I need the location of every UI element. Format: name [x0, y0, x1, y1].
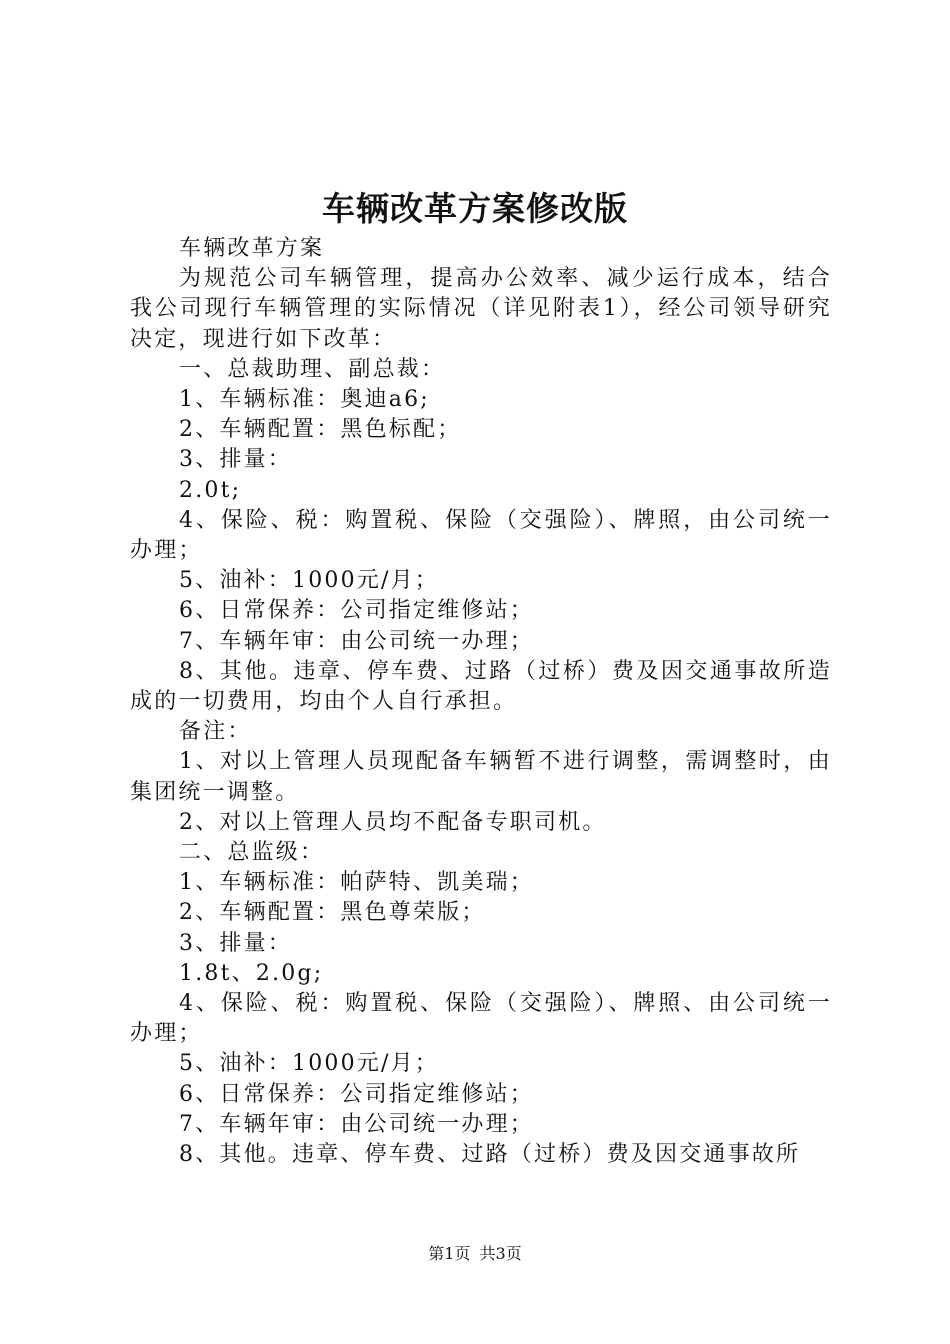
paragraph: 8、其他。违章、停车费、过路（过桥）费及因交通事故所造成的一切费用，均由个人自行承担。: [130, 658, 832, 715]
paragraph: 5、油补：1000元/月；: [179, 1051, 439, 1077]
page-footer: 第1页 共3页: [428, 1244, 522, 1263]
paragraph: 1、对以上管理人员现配备车辆暂不进行调整，需调整时，由集团统一调整。: [130, 749, 832, 805]
paragraph: 7、车辆年审：由公司统一办理；: [179, 1111, 534, 1137]
paragraph: 一、总裁助理、副总裁：: [179, 356, 446, 382]
document-body: [130, 234, 832, 1170]
paragraph: 3、排量：: [179, 930, 292, 956]
paragraph: 2、对以上管理人员均不配备专职司机。: [179, 809, 607, 835]
paragraph: 1、车辆标准：帕萨特、凯美瑞；: [179, 870, 534, 896]
paragraph: 车辆改革方案: [179, 236, 325, 261]
paragraph: 8、其他。违章、停车费、过路（过桥）费及因交通事故所: [179, 1142, 801, 1168]
paragraph: 4、保险、税：购置税、保险（交强险）、牌照，由公司统一办理；: [130, 507, 832, 564]
document-title: 车辆改革方案修改版: [322, 189, 628, 228]
paragraph: 4、保险、税：购置税、保险（交强险）、牌照、由公司统一办理；: [130, 991, 832, 1047]
paragraph: 1、车辆标准：奥迪a6;: [179, 387, 430, 413]
paragraph: 6、日常保养：公司指定维修站；: [179, 598, 534, 624]
paragraph: 7、车辆年审：由公司统一办理；: [179, 628, 534, 654]
paragraph: 备注：: [179, 719, 252, 745]
paragraph: 5、油补：1000元/月；: [179, 568, 439, 594]
paragraph: 6、日常保养：公司指定维修站；: [179, 1081, 534, 1107]
paragraph: 2.0t;: [179, 477, 242, 503]
paragraph: 2、车辆配置：黑色标配；: [179, 417, 462, 443]
paragraph: 为规范公司车辆管理，提高办公效率、减少运行成本，结合我公司现行车辆管理的实际情况（详见附表1），经公司领导研究决定，现进行如下改革：: [130, 266, 832, 352]
paragraph: 二、总监级：: [179, 840, 325, 866]
paragraph: 3、排量：: [179, 447, 292, 473]
paragraph: 1.8t、2.0g;: [179, 960, 324, 986]
paragraph: 2、车辆配置：黑色尊荣版；: [179, 900, 486, 926]
